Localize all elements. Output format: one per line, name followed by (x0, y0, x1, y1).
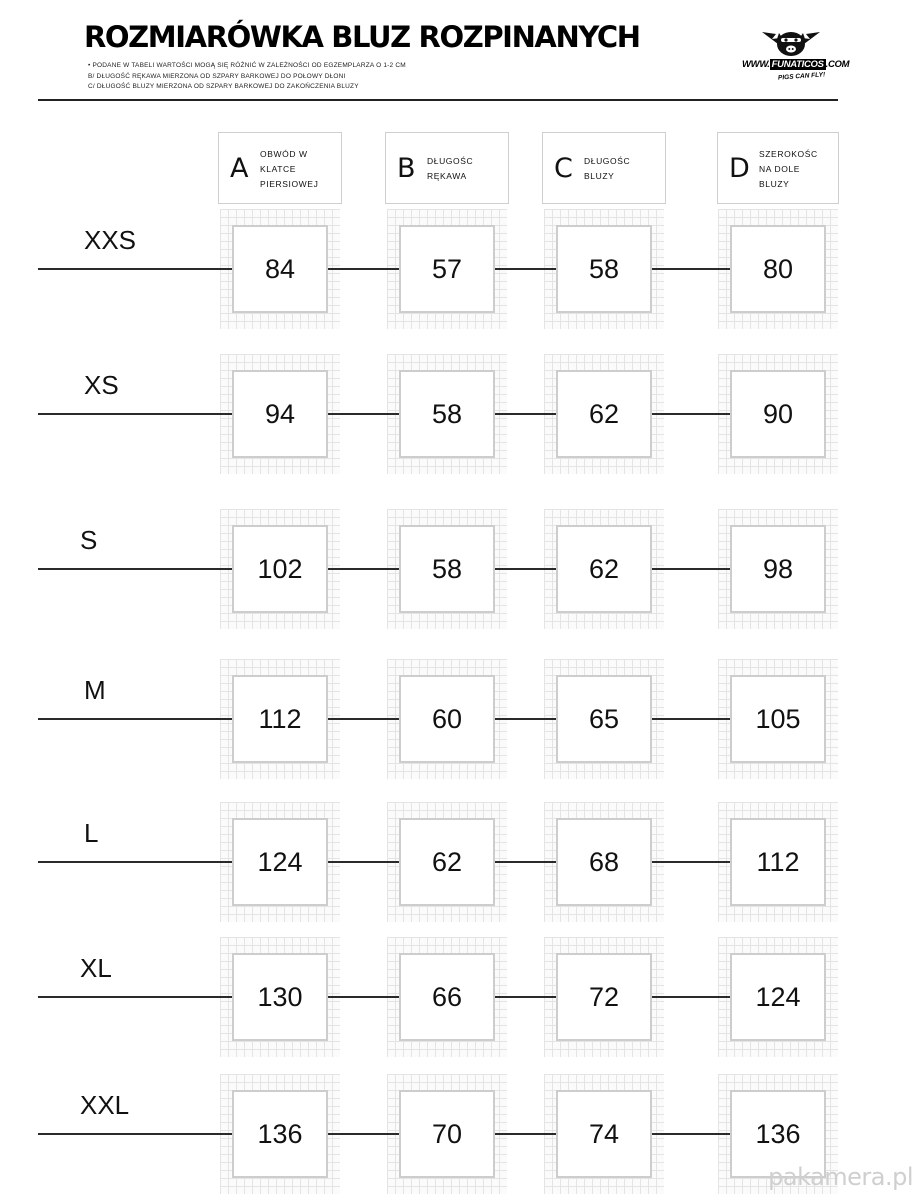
value-text: 60 (431, 703, 463, 734)
column-letter: D (729, 153, 750, 184)
column-description: DŁUGOŚC BLUZY (584, 156, 631, 181)
value-cell-a (232, 1090, 328, 1178)
column-header-c (542, 132, 666, 204)
value-text: 130 (257, 981, 303, 1012)
value-text: 65 (588, 703, 620, 734)
column-header-d (717, 132, 839, 204)
value-cell-c (556, 525, 652, 613)
connector-line (652, 1133, 730, 1135)
notes (88, 61, 406, 93)
page-title: ROZMIARÓWKA BLUZ ROZPINANYCH (84, 20, 640, 54)
value-cell-c (556, 370, 652, 458)
value-cell-b (399, 370, 495, 458)
value-text: 102 (257, 553, 303, 584)
column-description: DŁUGOŚC RĘKAWA (427, 156, 474, 181)
column-description: OBWÓD W KLATCE PIERSIOWEJ (260, 148, 319, 189)
watermark: pakamera.pl (768, 1163, 913, 1191)
value-cell-c (556, 953, 652, 1041)
flying-pig-icon (760, 24, 822, 60)
size-label: XXL (80, 1090, 130, 1120)
logo-prefix: WWW. (742, 59, 770, 70)
connector-line (38, 268, 232, 270)
value-cell-c (556, 818, 652, 906)
value-cell-b (399, 1090, 495, 1178)
connector-line (652, 996, 730, 998)
value-cell-a (232, 525, 328, 613)
connector-line (495, 996, 556, 998)
connector-line (328, 1133, 399, 1135)
column-description: SZEROKOŚC NA DOLE BLUZY (759, 148, 818, 189)
value-cell-a (232, 370, 328, 458)
logo-wordmark (742, 59, 849, 70)
value-cell-c (556, 1090, 652, 1178)
value-cell-a (232, 953, 328, 1041)
value-text: 136 (257, 1118, 303, 1149)
connector-line (652, 268, 730, 270)
note-body-length: C/ DŁUGOŚĆ BLUZY MIERZONA OD SZPARY BARKOWEJ DO ZAKOŃCZENIA BLUZY (88, 83, 359, 90)
value-cell-b (399, 675, 495, 763)
logo-brand: FUNATICOS (771, 59, 824, 70)
header-divider (38, 99, 838, 101)
value-cell-c (556, 225, 652, 313)
value-text: 84 (264, 253, 296, 284)
value-cell-d (730, 953, 826, 1041)
value-text: 94 (264, 398, 296, 429)
column-header-b (385, 132, 509, 204)
connector-line (495, 718, 556, 720)
value-text: 58 (431, 398, 463, 429)
connector-line (495, 861, 556, 863)
value-cell-d (730, 370, 826, 458)
value-cell-d (730, 525, 826, 613)
connector-line (328, 996, 399, 998)
connector-line (38, 861, 232, 863)
value-text: 105 (755, 703, 801, 734)
value-cell-a (232, 675, 328, 763)
value-cell-d (730, 225, 826, 313)
size-label: XS (84, 370, 119, 400)
value-cell-c (556, 675, 652, 763)
connector-line (652, 568, 730, 570)
value-text: 62 (431, 846, 463, 877)
value-text: 68 (588, 846, 620, 877)
value-text: 136 (755, 1118, 801, 1149)
value-text: 98 (762, 553, 794, 584)
connector-line (328, 268, 399, 270)
value-cell-b (399, 525, 495, 613)
value-text: 66 (431, 981, 463, 1012)
note-tolerance: • PODANE W TABELI WARTOŚCI MOGĄ SIĘ RÓŻNIĆ W ZALEŻNOŚCI OD EGZEMPLARZA O 1-2 CM (88, 62, 406, 69)
value-text: 58 (588, 253, 620, 284)
value-cell-a (232, 818, 328, 906)
value-cell-b (399, 818, 495, 906)
value-text: 58 (431, 553, 463, 584)
value-text: 124 (755, 981, 801, 1012)
value-text: 70 (431, 1118, 463, 1149)
logo-suffix: .COM (825, 59, 850, 70)
size-label: M (84, 675, 106, 705)
size-label: XXS (84, 225, 137, 255)
value-cell-b (399, 953, 495, 1041)
connector-line (38, 1133, 232, 1135)
connector-line (328, 718, 399, 720)
size-label: XL (80, 953, 112, 983)
value-text: 72 (588, 981, 620, 1012)
column-letter: B (397, 153, 416, 184)
value-text: 57 (431, 253, 463, 284)
connector-line (652, 861, 730, 863)
value-text: 62 (588, 553, 620, 584)
connector-line (495, 568, 556, 570)
value-cell-b (399, 225, 495, 313)
connector-line (38, 718, 232, 720)
value-text: 62 (588, 398, 620, 429)
column-letter: C (554, 153, 573, 184)
value-text: 80 (762, 253, 794, 284)
logo-tagline: PIGS CAN FLY! (777, 71, 826, 82)
funaticos-logo (742, 24, 850, 96)
value-text: 112 (258, 703, 302, 734)
note-sleeve-length: B/ DŁUGOŚĆ RĘKAWA MIERZONA OD SZPARY BARKOWEJ DO POŁOWY DŁONI (88, 72, 346, 80)
connector-line (38, 568, 232, 570)
value-text: 74 (588, 1118, 620, 1149)
connector-line (328, 568, 399, 570)
connector-line (328, 413, 399, 415)
value-text: 90 (762, 398, 794, 429)
size-label: L (84, 818, 99, 848)
connector-line (38, 413, 232, 415)
value-cell-a (232, 225, 328, 313)
connector-line (652, 718, 730, 720)
value-text: 124 (257, 846, 303, 877)
connector-line (328, 861, 399, 863)
size-label: S (80, 525, 98, 555)
connector-line (38, 996, 232, 998)
value-text: 112 (756, 846, 800, 877)
connector-line (495, 1133, 556, 1135)
column-letter: A (230, 153, 249, 184)
connector-line (495, 268, 556, 270)
connector-line (652, 413, 730, 415)
value-cell-d (730, 675, 826, 763)
value-cell-d (730, 818, 826, 906)
connector-line (495, 413, 556, 415)
column-header-a (218, 132, 342, 204)
